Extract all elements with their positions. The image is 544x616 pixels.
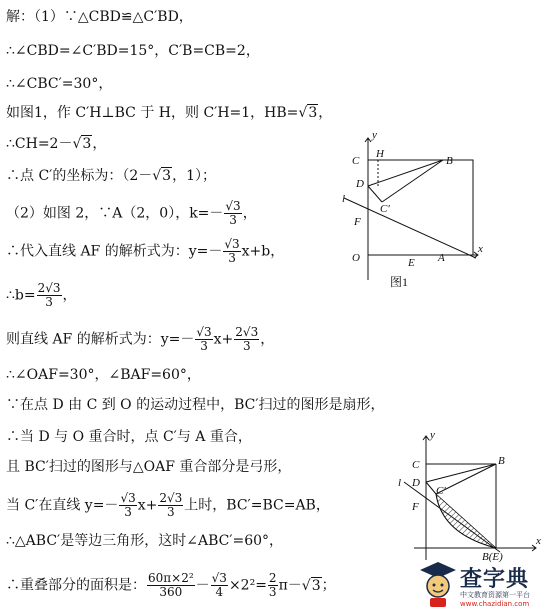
fraction-2sqrt3-over-3: $\frac{2√3}{3}$ (235, 325, 259, 353)
fraction-sqrt3-over-3: $\frac{√3}{3}$ (225, 199, 241, 227)
label-d: D (356, 178, 364, 190)
line-17-text: ∴重叠部分的面积是： (6, 577, 146, 594)
label-d: D (412, 477, 420, 489)
fraction-2sqrt3-over-3: $\frac{2√3}{3}$ (37, 281, 61, 309)
segment-c1b (382, 160, 443, 202)
line-3: ∴∠CBC′=30°， (6, 76, 113, 92)
line-12: ∵在点 D 由 C 到 O 的运动过程中，BC′扫过的图形是扇形， (6, 397, 385, 413)
line-9: ∴b= $\frac{2√3}{3}$ ， (6, 281, 77, 309)
segment-shaded-area (436, 494, 496, 548)
label-y: y (430, 430, 435, 441)
figure-2 (396, 430, 542, 570)
label-h: H (376, 148, 384, 160)
logo-subtitle: 中文教育资源第一平台 (460, 591, 530, 599)
line-5: ∴CH=2－√3， (6, 136, 107, 152)
logo-url: www.chazidian.com (460, 600, 530, 608)
fraction-2-over-3: $\frac{2}{3}$ (268, 571, 277, 599)
label-o: O (352, 252, 360, 264)
line-11: ∴∠OAF=30°，∠BAF=60°， (6, 367, 201, 383)
fraction-sqrt3-over-3: $\frac{√3}{3}$ (120, 491, 136, 519)
line-15-tail: 上时，BC′=BC=AB， (184, 497, 330, 514)
label-b: B (498, 455, 505, 467)
line-10-text: 则直线 AF 的解析式为：y=－ (6, 331, 195, 348)
line-6 (6, 167, 216, 185)
label-c: C (352, 155, 360, 167)
line-10: 则直线 AF 的解析式为：y=－ $\frac{√3}{3}$ x+ $\frac{2√3}{3}$ ， (6, 325, 275, 353)
line-15-text: 当 C′在直线 y=－ (6, 497, 119, 514)
label-c1: C′ (380, 203, 390, 215)
figure-1 (338, 130, 488, 300)
line-16: ∴△ABC′是等边三角形，这时∠ABC′=60°， (6, 533, 284, 549)
label-f: F (354, 216, 361, 228)
line-15 (6, 492, 330, 519)
segment-db (368, 160, 443, 186)
label-y: y (372, 130, 377, 141)
sqrt-3: √3 (152, 168, 172, 184)
line-2: ∴∠CBD=∠C′BD=15°，C′B=CB=2， (6, 43, 260, 59)
line-4-text: 如图1，作 C′H⊥BC 于 H，则 C′H=1，HB= (6, 105, 299, 121)
line-9-text: ∴b= (6, 287, 36, 304)
logo-title: 查字典 (460, 567, 530, 592)
line-8-tail: x+b， (241, 243, 285, 260)
fraction-sqrt3-over-4: $\frac{√3}{4}$ (211, 571, 227, 599)
segment-db (426, 464, 496, 482)
segment-dc1 (426, 482, 436, 494)
label-l: l (342, 193, 346, 205)
label-f: F (412, 501, 419, 513)
line-6-tail: ，1）； (172, 168, 217, 184)
chazidian-logo (418, 556, 542, 616)
line-15-mid: x+ (137, 497, 158, 514)
line-13: ∴当 D 与 O 重合时，点 C′与 A 重合， (6, 429, 252, 445)
line-17: ∴重叠部分的面积是： $\frac{\text{60π×2²}}{360}$ － $\frac{√3}{4}$ ×2²= $\frac{2}{3}$ π－√3； (6, 571, 336, 599)
label-a: A (438, 252, 445, 264)
line-7-text: （2）如图 2，∵A（2，0），k=－ (6, 205, 224, 222)
label-c1: C′ (436, 485, 446, 497)
sqrt-3: √3 (298, 105, 318, 121)
fraction-sqrt3-over-3: $\frac{√3}{3}$ (196, 325, 212, 353)
line-6-text: ∴点 C′的坐标为：（2－ (6, 168, 153, 184)
label-b: B (446, 155, 453, 167)
label-be: B(E) (482, 551, 503, 563)
line-5-text: ∴CH=2－ (6, 136, 73, 152)
graduate-mascot-icon (418, 560, 458, 608)
line-14: 且 BC′扫过的图形与△OAF 重合部分是弓形， (6, 459, 292, 475)
fraction-2sqrt3-over-3: $\frac{2√3}{3}$ (159, 491, 183, 519)
line-10-mid: x+ (213, 331, 234, 348)
line-7: （2）如图 2，∵A（2，0），k=－ $\frac{√3}{3}$ ， (6, 199, 257, 227)
label-c: C (412, 459, 420, 471)
label-l: l (398, 477, 402, 489)
label-e: E (408, 257, 415, 269)
fraction-sector-area: $\frac{\text{60π×2²}}{360}$ (148, 571, 194, 599)
line-l (344, 198, 476, 258)
line-8-text: ∴代入直线 AF 的解析式为：y=－ (6, 243, 223, 260)
fraction-sqrt3-over-3: $\frac{√3}{3}$ (224, 237, 240, 265)
sqrt-3: √3 (301, 577, 321, 594)
line-1: 解：（1）∵△CBD≌△C′BD， (6, 9, 193, 25)
figure-1-caption: 图1 (390, 275, 409, 289)
segment-dc1 (368, 186, 382, 202)
label-x: x (536, 535, 541, 547)
label-x: x (478, 243, 483, 255)
line-4: 如图1，作 C′H⊥BC 于 H，则 C′H=1，HB=√3， (6, 105, 333, 121)
sqrt-3: √3 (72, 136, 92, 152)
line-8 (6, 238, 284, 265)
